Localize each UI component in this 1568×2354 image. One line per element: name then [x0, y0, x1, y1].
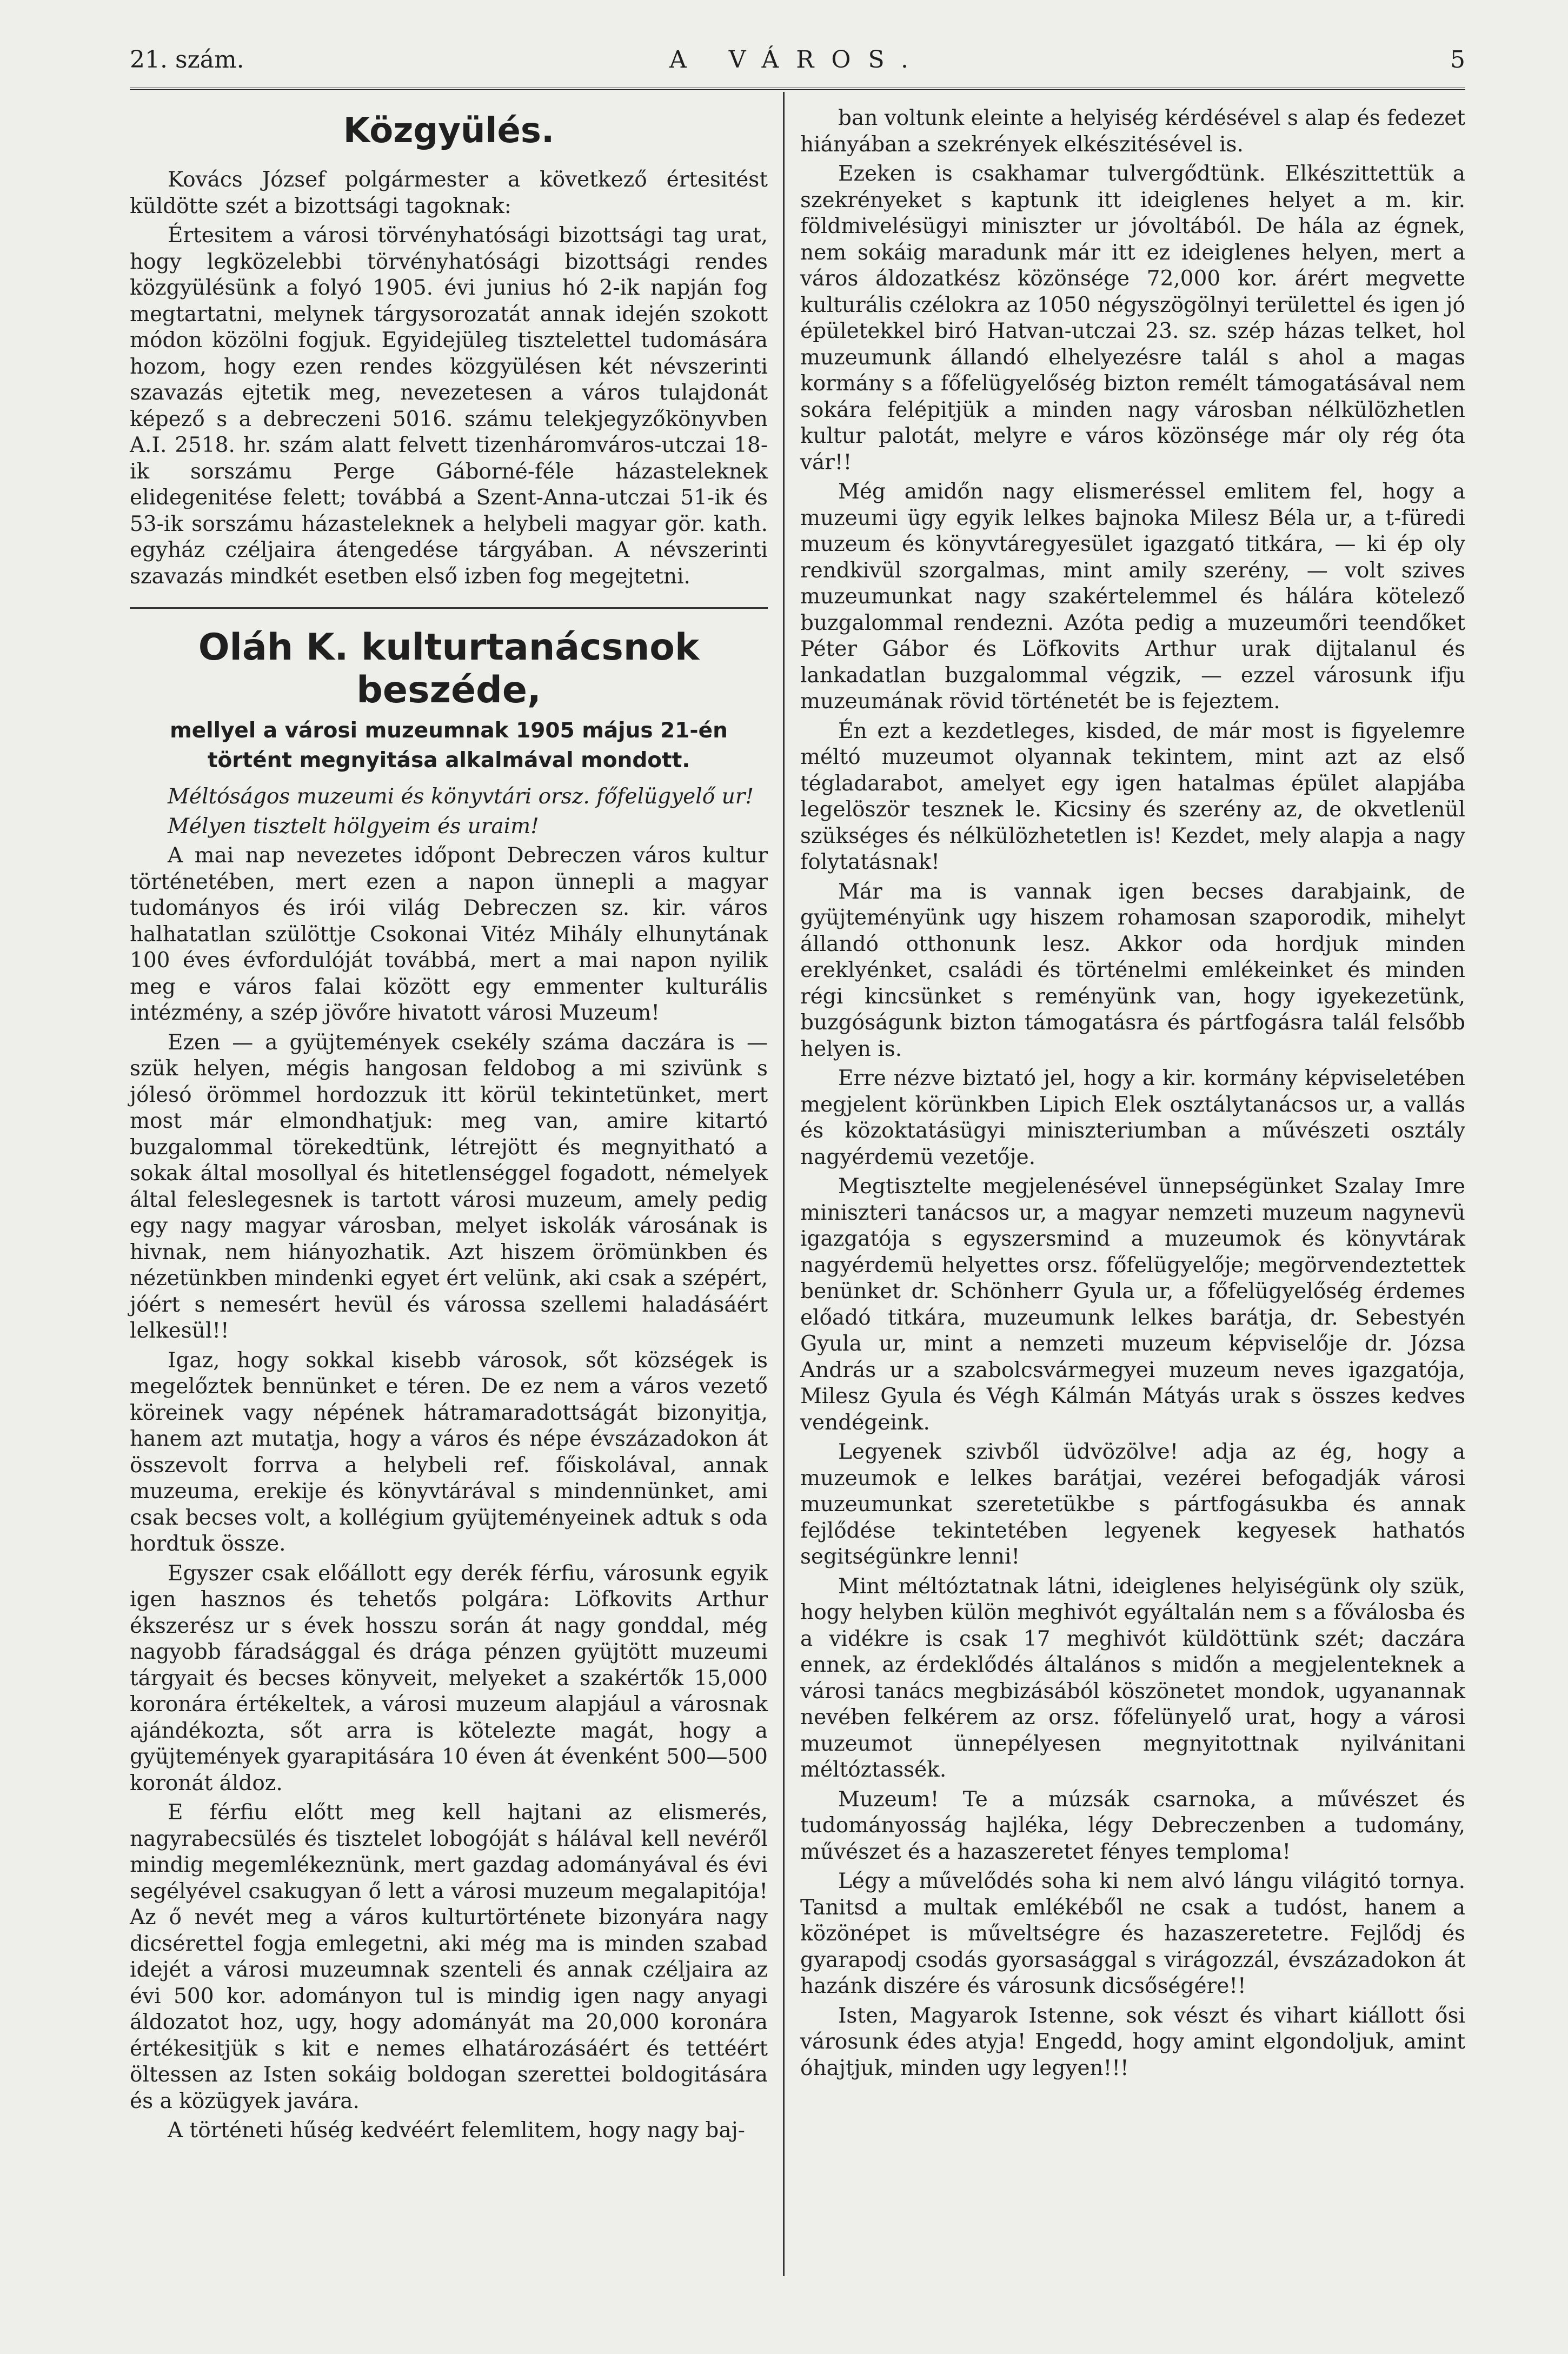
speech-paragraph: Erre nézve biztató jel, hogy a kir. kormány képviseletében megjelent körünkben Lipich Elek osztálytanácsos ur, a vallás és közoktatásügyi miniszteriumban a művészeti osztály nagyérdemü vezetője. — [800, 1066, 1465, 1169]
speech-paragraph: Én ezt a kezdetleges, kisded, de már most is figyelemre méltó muzeumot olyannak tekintem, mint azt az első tégladarabot, amelyet egy igen hatalmas épület alapjába legelöször tesznek le. Kicsiny és szerény az, de okvetlenül szükséges és nélkülözhetetlen is! Kezdet, mely alapja a nagy folytatásnak! — [800, 719, 1465, 874]
speech-paragraph: E férfiu előtt meg kell hajtani az elismerés, nagyrabecsülés és tisztelet lobogóját s hálával kell nevéről mindig megemlékeznünk, mert gazdag adományával és évi segélyével csakugyan ő lett a városi muzeum megalapitója! Az ő nevét meg a város kulturtörténete bizonyára nagy dicsérettel fogja emlegetni, aki még ma is minden szabad idejét a városi muzeumnak szenteli és annak czéljaira az évi 500 kor. adományon tul is mindig igen nagy anyagi áldozatot hoz, ugy, hogy adományát ma 20,000 koronára értékesitjük s kit e nemes elhatározásáért és tettéért öltessen az Isten sokáig boldogan szerettei boldogitására és a közügyek javára. — [130, 1800, 768, 2113]
speech-paragraph: Igaz, hogy sokkal kisebb városok, sőt községek is megelőztek bennünket e téren. De ez nem a város vezető köreinek vagy népének hátramaradottságát bizonyitja, hanem azt mutatja, hogy a város és népe évszázadokon át összevolt forrva a helybeli ref. főiskolával, annak muzeuma, erekije és könyvtárával s mindennünket, ami csak becses volt, a kollégium gyüjteményeinek adtuk s oda hordtuk össze. — [130, 1348, 768, 1556]
page-number: 5 — [1450, 46, 1465, 74]
speech-paragraph: A mai nap nevezetes időpont Debreczen város kultur történetében, mert ezen a napon ünnepli a magyar tudományos és irói világ Debreczen sz. kir. város halhatatlan szülöttje Csokonai Vitéz Mihály elhunytának 100 éves évfordulóját továbbá, mert a mai napon nyilik meg e város falai között egy emmenter kulturális intézmény, a szép jövőre hivatott városi Muzeum! — [130, 843, 768, 1025]
page-header — [130, 46, 1465, 84]
speech-paragraph: Mint méltóztatnak látni, ideiglenes helyiségünk oly szük, hogy helyben külön meghivót egyáltalán nem s a főválosba és a vidékre is csak 17 meghivót küldöttünk szét; daczára ennek, az érdeklődés általános s midőn a megjelenteknek a városi tanács megbizásából köszönetet mondok, ugyanannak nevében felkérem az orsz. főfelünyelő urat, hogy a városi muzeumot ünnepélyesen megnyitottnak nyilvánitani méltóztassék. — [800, 1574, 1465, 1782]
speech-paragraph: Még amidőn nagy elismeréssel emlitem fel, hogy a muzeumi ügy egyik lelkes bajnoka Milesz Béla ur, a t-füredi muzeum és könyvtáregyesület igazgató titkára, — ki ép oly rendkivül szorgalmas, mint amily szerény, — volt szives muzeumunkat nagy szakértelemmel és hálára kötelező buzgalommal rendezni. Azóta pedig a muzeumőri teendőket Péter Gábor és Löfkovits Arthur urak dijtalanul és lankadatlan buzgalommal végzik, — ezzel városunk ifju muzeumának rövid történetét be is fejeztem. — [800, 480, 1465, 714]
speech-paragraph: Ezeken is csakhamar tulvergődtünk. Elkészittettük a szekrényeket s kaptunk itt ideiglenes helyet a m. kir. földmivelésügyi miniszter ur jóvoltából. De hála az égnek, nem sokáig maradunk már itt ez ideiglenes helyen, mert a város áldozatkész közönsége 72,000 kor. árért megvette kulturális czélokra az 1050 négyszögölnyi területtel és igen jó épületekkel biró Hatvan-utczai 23. sz. szép házas telket, hol muzeumunk állandó elhelyezésre talál s ahol a magas kormány s a főfelügyelőség bizton remélt támogatásával nem sokára felépitjük a minden nagy városban nélkülözhetlen kultur palotát, melyre e város közönsége már oly rég óta vár!! — [800, 162, 1465, 475]
speech-paragraph: Muzeum! Te a múzsák csarnoka, a művészet és tudományosság hajléka, légy Debreczenben a tudomány, művészet és a hazaszeretet fényes temploma! — [800, 1787, 1465, 1864]
salutation-line-1: Méltóságos muzeumi és könyvtári orsz. főfelügyelő ur! — [168, 784, 754, 809]
left-column — [130, 105, 768, 2147]
column-rule — [783, 92, 785, 2276]
speech-title: Oláh K. kulturtanácsnok beszéde, — [198, 626, 700, 711]
notice-paragraph: Értesitem a városi törvényhatósági bizottsági tag urat, hogy legközelebbi törvényhatósági bizottsági rendes közgyülésünk a folyó 1905. évi junius hó 2-ik napján fog megtartatni, melynek tárgysorozatát annak idején szokott módon közölni fogjuk. Egyidejüleg tisztelettel tudomására hozom, hogy ezen rendes közgyülésen két névszerinti szavazás ejtetik meg, nevezetesen a város tulajdonát képező s a debreczeni 5016. számu telekjegyzőkönyvben A.I. 2518. hr. szám alatt felvett tizenháromváros-utczai 18-ik sorszámu Perge Gáborné-féle házasteleknek elidegenitése felett; továbbá a Szent-Anna-utczai 51-ik és 53-ik sorszámu házasteleknek a helybeli magyar gör. kath. egyház czéljaira átengedése tárgyában. A névszerinti szavazás mindkét esetben első izben fog megejtetni. — [130, 223, 768, 589]
speech-paragraph: Ezen — a gyüjtemények csekély száma daczára is — szük helyen, mégis hangosan feldobog a mi szivünk s jólesó örömmel hordozzuk itt körül tekintetünket, mert most már elmondhatjuk: meg van, amire kitartó buzgalommal törekedtünk, létrejött és megnyitható a sokak által mosollyal és hitetlenséggel fogadott, némelyek által feleslegesnek is tartott városi muzeum, amely pedig egy nagy magyar városban, melyet iskolák városának is hivnak, nem hiányozhatik. Azt hiszem örömünkben és nézetünkben mindenki egyet ért velünk, aki csak a szépért, jóért s nemesért hevül és várossa szellemi haladásáért lelkesül!! — [130, 1030, 768, 1343]
section-rule — [130, 607, 768, 609]
speech-paragraph: Légy a művelődés soha ki nem alvó lángu világitó tornya. Tanitsd a multak emlékéből ne csak a tudóst, hanem a közönépet is műveltségre és hazaszeretetre. Fejlődj és gyarapodj csodás gyorsasággal s virágozzál, évszázadokon át hazánk diszére és városunk dicsőségére!! — [800, 1869, 1465, 1998]
newspaper-title: A VÁROS. — [669, 46, 926, 74]
right-column — [800, 105, 1465, 2085]
speech-subtitle: mellyel a városi muzeumnak 1905 május 21-én történt megnyitása alkalmával mondott. — [170, 719, 728, 773]
speech-paragraph: A történeti hűség kedvéért felemlitem, hogy nagy baj- — [168, 2118, 745, 2143]
speech-paragraph: ban voltunk eleinte a helyiség kérdésével s alap és fedezet hiányában a szekrények elkészitésével is. — [800, 106, 1465, 157]
speech-paragraph: Megtisztelte megjelenésével ünnepségünket Szalay Imre miniszteri tanácsos ur, a magyar nemzeti muzeum nagynevü igazgatója s egyszersmind a muzeumok és könyvtárak nagyérdemü helyettes orsz. főfelügyelője; megörvendeztettek benünket dr. Schönherr Gyula ur, a főfelügyelőség érdemes előadó titkára, muzeumunk lelkes barátja, dr. Sebestyén Gyula ur, mint a nemzeti muzeum képviselője dr. Józsa András ur a szabolcsvármegyei muzeum neves igazgatója, Milesz Gyula és Végh Kálmán Mátyás urak s összes kedves vendégeink. — [800, 1174, 1465, 1435]
speech-paragraph: Már ma is vannak igen becses darabjaink, de gyüjteményünk ugy hiszem rohamosan szaporodik, mihelyt állandó otthonunk lesz. Akkor oda hordjuk minden ereklyénket, családi és történelmi emlékeinket és minden régi kincsünket s reményünk van, hogy igyekezetünk, buzgóságunk bizton támogatásra és pártfogásra talál felsőbb helyen is. — [800, 879, 1465, 1061]
issue-number: 21. szám. — [130, 46, 244, 74]
speech-paragraph: Isten, Magyarok Istenne, sok vészt és vihart kiállott ősi városunk édes atyja! Engedd, hogy amint elgondoljuk, amint óhajtjuk, minden ugy legyen!!! — [800, 2003, 1465, 2080]
header-rule — [130, 88, 1465, 90]
salutation-line-2: Mélyen tisztelt hölgyeim és uraim! — [168, 814, 539, 839]
speech-paragraph: Legyenek szivből üdvözölve! adja az ég, hogy a muzeumok e lelkes barátjai, vezérei befogadják városi muzeumunkat szeretetükbe s pártfogásukba és annak fejlődése tekintetében legyenek kegyesek hathatós segitségünkre lenni! — [800, 1440, 1465, 1569]
notice-title: Közgyülés. — [343, 111, 555, 151]
speech-paragraph: Egyszer csak előállott egy derék férfiu, városunk egyik igen hasznos és tehetős polgára: Löfkovits Arthur ékszerész ur s évek hosszu során át nagy gonddal, még nagyobb fáradsággal és drága pénzen gyüjtött muzeumi tárgyait és becses könyveit, melyeket a szakértők 15,000 koronára értékeltek, a városi muzeum alapjául a városnak ajándékozta, sőt arra is kötelezte magát, hogy a gyüjtemények gyarapitására 10 éven át évenként 500—500 koronát áldoz. — [130, 1561, 768, 1796]
notice-paragraph: Kovács József polgármester a következő értesitést küldötte szét a bizottsági tagoknak: — [130, 168, 768, 218]
